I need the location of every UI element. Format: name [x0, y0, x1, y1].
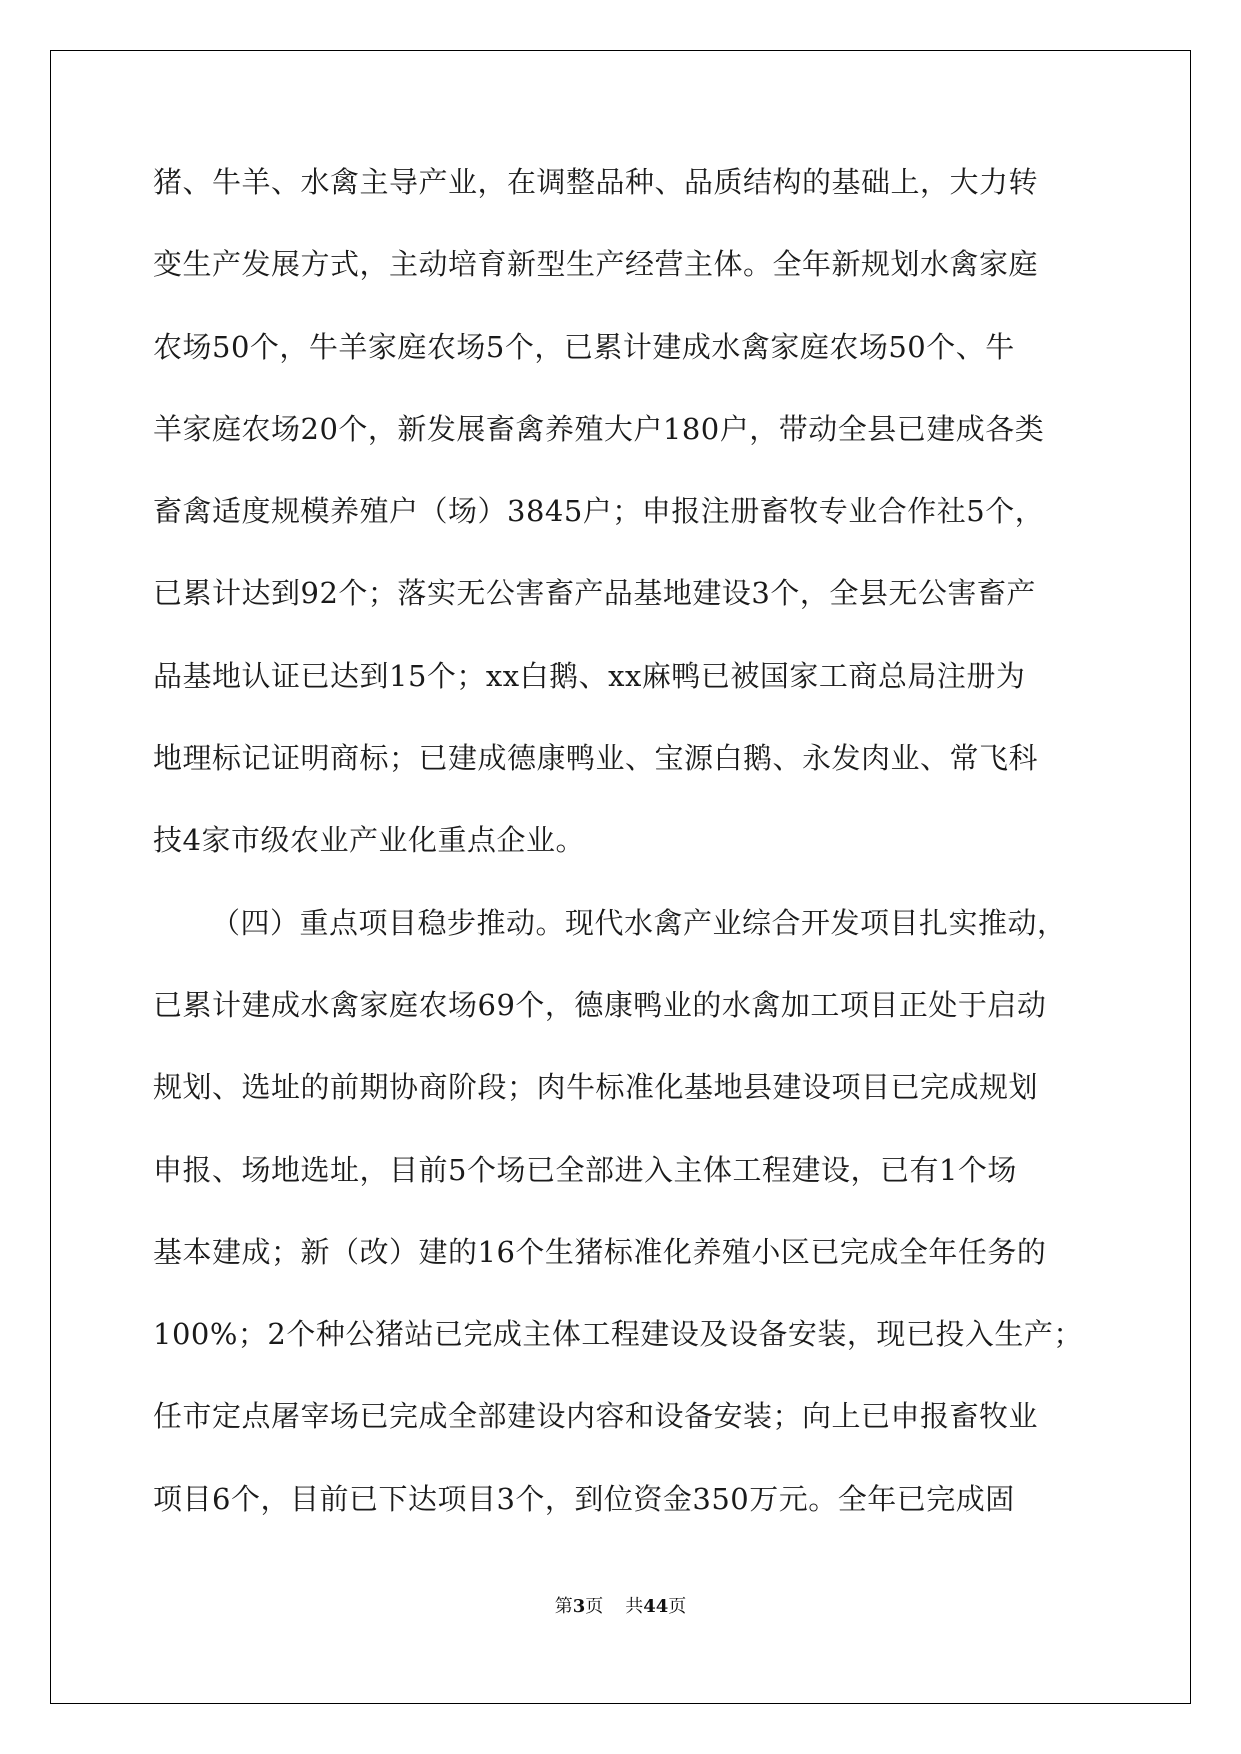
text-line: 项目6个，目前已下达项目3个，到位资金350万元。全年已完成固 [153, 1481, 1015, 1516]
text-line: 变生产发展方式，主动培育新型生产经营主体。全年新规划水禽家庭 [153, 247, 1039, 282]
text-line: 申报、场地选址，目前5个场已全部进入主体工程建设，已有1个场 [153, 1152, 1017, 1187]
text-line: 品基地认证已达到15个；xx白鹅、xx麻鸭已被国家工商总局注册为 [153, 658, 1026, 693]
footer-prefix: 第 [554, 1596, 573, 1617]
page-footer [0, 1595, 1241, 1619]
footer-page-word: 页 [585, 1596, 604, 1617]
text-line: 畜禽适度规模养殖户（场）3845户；申报注册畜牧专业合作社5个， [153, 494, 1045, 529]
text-line: 规划、选址的前期协商阶段；肉牛标准化基地县建设项目已完成规划 [153, 1070, 1039, 1105]
text-line: 100%；2个种公猪站已完成主体工程建设及设备安装，现已投入生产； [153, 1317, 1083, 1352]
text-line: 农场50个，牛羊家庭农场5个，已累计建成水禽家庭农场50个、牛 [153, 329, 1015, 364]
text-line: 猪、牛羊、水禽主导产业，在调整品种、品质结构的基础上，大力转 [153, 165, 1039, 199]
document-body [153, 156, 1098, 1555]
text-line: 地理标记证明商标；已建成德康鸭业、宝源白鹅、永发肉业、常飞科 [153, 741, 1039, 776]
text-line: 基本建成；新（改）建的16个生猪标准化养殖小区已完成全年任务的 [153, 1234, 1047, 1269]
paragraph-2 [153, 897, 1098, 1555]
footer-total-suffix: 页 [668, 1596, 687, 1617]
text-line: 羊家庭农场20个，新发展畜禽养殖大户180户，带动全县已建成各类 [153, 411, 1045, 446]
text-line: 已累计达到92个；落实无公害畜产品基地建设3个，全县无公害畜产 [153, 576, 1036, 611]
text-line-first-indent: （四）重点项目稳步推动。现代水禽产业综合开发项目扎实推动， [211, 905, 1067, 940]
footer-total-prefix: 共 [625, 1596, 644, 1617]
total-pages-number: 44 [643, 1596, 669, 1617]
text-line: 已累计建成水禽家庭农场69个，德康鸭业的水禽加工项目正处于启动 [153, 987, 1047, 1022]
text-line: 技4家市级农业产业化重点企业。 [153, 823, 585, 858]
current-page-number: 3 [572, 1596, 586, 1617]
paragraph-1 [153, 156, 1098, 897]
text-line: 任市定点屠宰场已完成全部建设内容和设备安装；向上已申报畜牧业 [153, 1399, 1039, 1434]
